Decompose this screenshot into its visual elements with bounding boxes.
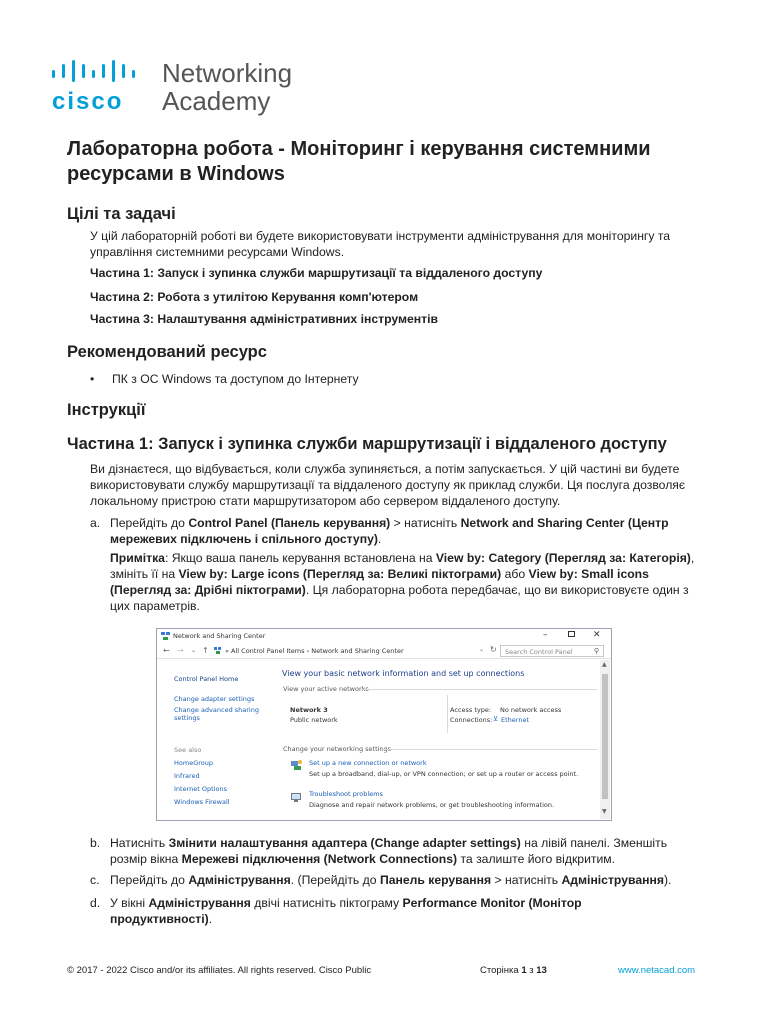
close-button[interactable]: ✕ (593, 630, 601, 640)
see-also-homegroup[interactable]: HomeGroup (174, 759, 213, 767)
network-name: Network 3 (290, 706, 328, 714)
address-path[interactable]: « All Control Panel Items › Network and Sharing Center (225, 647, 404, 655)
address-bar-row (157, 643, 611, 659)
new-connection-icon (290, 759, 302, 771)
connections-label: Connections: (450, 716, 493, 724)
resources-heading: Рекомендований ресурс (67, 343, 267, 361)
troubleshoot-icon (290, 791, 302, 803)
active-networks-label: View your active networks (283, 685, 369, 693)
change-settings-label: Change your networking settings (283, 745, 392, 753)
step-b-letter: b. (90, 836, 101, 850)
connection-ethernet-link[interactable]: Ethernet (501, 716, 529, 724)
task-troubleshoot-desc: Diagnose and repair network problems, or get troubleshooting information. (309, 801, 555, 809)
maximize-button[interactable] (568, 631, 575, 637)
scroll-down-icon[interactable]: ▼ (602, 808, 607, 815)
task-troubleshoot-link[interactable]: Troubleshoot problems (309, 790, 383, 798)
see-also-internet-options[interactable]: Internet Options (174, 785, 227, 793)
logo-academy-text: Academy (162, 86, 271, 116)
window-titlebar (157, 629, 611, 643)
active-networks-divider (361, 689, 597, 690)
scrollbar[interactable] (600, 660, 610, 819)
footer-page-number: Сторінка 1 з 13 (480, 965, 547, 976)
search-icon: ⚲ (593, 647, 599, 655)
access-type-value: No network access (500, 706, 562, 714)
objectives-heading: Цілі та задачі (67, 205, 176, 223)
objective-part-2: Частина 2: Робота з утилітою Керування комп'ютером (90, 290, 419, 304)
step-c-letter: c. (90, 873, 100, 887)
main-heading: View your basic network information and set up connections (282, 669, 525, 678)
address-dropdown-icon[interactable]: ⌄ (479, 646, 485, 653)
resource-bullet-icon: • (90, 372, 95, 386)
cisco-logo-bars-icon (52, 60, 148, 82)
sidebar-home-link[interactable]: Control Panel Home (174, 675, 239, 683)
network-window-icon (161, 632, 170, 640)
search-placeholder: Search Control Panel (505, 648, 573, 656)
refresh-icon[interactable]: ↻ (490, 645, 497, 654)
minimize-button[interactable]: – (543, 630, 548, 640)
resource-item: ПК з ОС Windows та доступом до Інтернету (112, 372, 359, 386)
sidebar-link-sharing[interactable]: Change advanced sharing settings (174, 706, 259, 722)
step-a-text: Перейдіть до Control Panel (Панель керування) > натисніть Network and Sharing Center (Центр мережевих підключень і спільного доступу). (110, 516, 669, 546)
step-a-letter: a. (90, 516, 101, 530)
step-d-letter: d. (90, 896, 101, 910)
network-sharing-center-screenshot (156, 628, 612, 821)
change-settings-divider (381, 749, 597, 750)
instructions-heading: Інструкції (67, 401, 146, 419)
cisco-wordmark: cisco (52, 88, 124, 115)
window-title: Network and Sharing Center (173, 632, 266, 640)
footer-url-link[interactable]: www.netacad.com (618, 965, 696, 976)
part1-intro: Ви дізнаєтеся, що відбувається, коли служба зупиняється, а потім запускається. У цій частині ви будете використовувати службу маршрутизації та віддаленого доступу як приклад служби. Ця послуга дозволяє локальному пристрою стати маршрутизатором або сервером віддаленого доступу. (90, 462, 686, 508)
step-c-text: Перейдіть до Адміністрування. (Перейдіть до Панель керування > натисніть Адміністрування). (110, 873, 672, 887)
see-also-windows-firewall[interactable]: Windows Firewall (174, 798, 230, 806)
task-new-connection-desc: Set up a broadband, dial-up, or VPN connection; or set up a router or access point. (309, 770, 579, 778)
back-arrow-icon[interactable]: ← (163, 646, 170, 655)
recent-dropdown-icon[interactable]: ⌄ (191, 647, 197, 654)
logo-networking-text: Networking (162, 58, 293, 88)
network-type: Public network (290, 716, 338, 724)
note-text: Примітка: Якщо ваша панель керування встановлена на View by: Category (Перегляд за: Категорія), змініть її на View by: Large icons (Перегляд за: Великі піктограми) або View by: Small icons (Перегляд за: Дрібні піктограми). Ця лабораторна робота передбачає, що ви використовуєте один з цих параметрів. (110, 551, 695, 613)
document-title: Лабораторна робота - Моніторинг і керування системними ресурсами в Windows (67, 138, 651, 185)
objective-part-1: Частина 1: Запуск і зупинка служби маршрутизації та віддаленого доступу (90, 266, 543, 280)
step-d-text: У вікні Адміністрування двічі натисніть піктограму Performance Monitor (Монітор продуктивності). (110, 896, 582, 926)
scroll-up-icon[interactable]: ▲ (602, 661, 607, 668)
up-arrow-icon[interactable]: ↑ (202, 646, 209, 655)
scrollbar-thumb[interactable] (602, 674, 608, 799)
footer-copyright: © 2017 - 2022 Cisco and/or its affiliates. All rights reserved. Cisco Public (67, 965, 372, 976)
objective-part-3: Частина 3: Налаштування адміністративних інструментів (90, 312, 438, 326)
network-info-divider (447, 695, 448, 733)
see-also-infrared[interactable]: Infrared (174, 772, 200, 780)
search-input[interactable] (500, 645, 604, 657)
step-b-text: Натисніть Змінити налаштування адаптера (Change adapter settings) на лівій панелі. Зменшіть розмір вікна Мережеві підключення (Network Connections) та залиште його відкритим. (110, 836, 668, 866)
access-type-label: Access type: (450, 706, 492, 714)
objectives-intro: У цій лабораторній роботі ви будете використовувати інструменти адміністрування для моніторингу та управління системними ресурсами Windows. (90, 229, 671, 259)
ethernet-icon: ⊻ (493, 715, 499, 723)
forward-arrow-icon[interactable]: → (177, 646, 184, 655)
task-new-connection-link[interactable]: Set up a new connection or network (309, 759, 427, 767)
sidebar-link-adapter[interactable]: Change adapter settings (174, 695, 255, 703)
part1-heading: Частина 1: Запуск і зупинка служби маршрутизації і віддаленого доступу (67, 435, 667, 453)
control-panel-icon (214, 647, 222, 654)
see-also-label: See also (174, 746, 202, 754)
